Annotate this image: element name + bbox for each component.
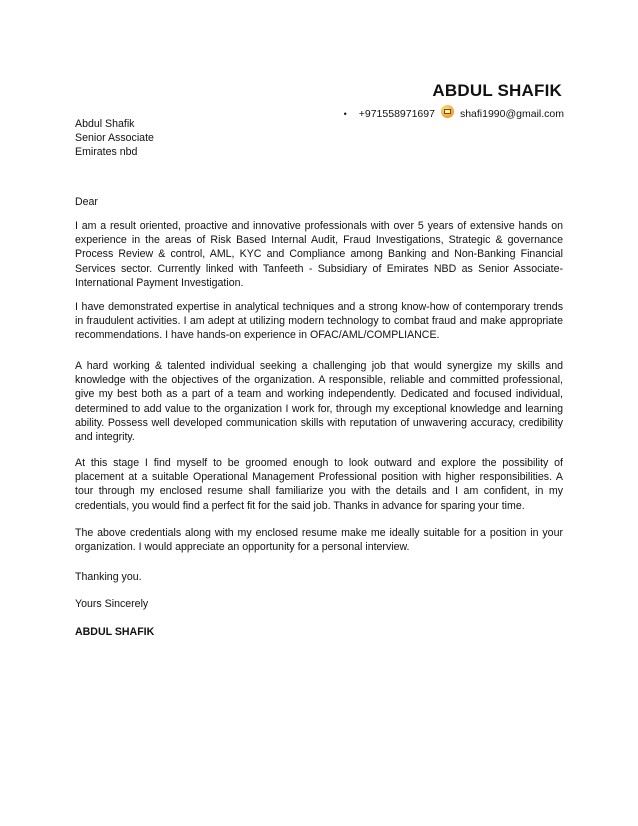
paragraph-2: I have demonstrated expertise in analytical techniques and a strong know-how of contemporary trends in fraudulent activities. I am adept at utilizing modern technology to combat fraud and make appropriate recommendations. I have hands-on experience in OFAC/AML/COMPLIANCE. (75, 301, 563, 342)
recipient-company: Emirates nbd (75, 146, 138, 159)
paragraph-3: A hard working & talented individual seeking a challenging job that would synergize my skills and knowledge with the objectives of the organization. A responsible, reliable and committed professional, give my best both as a part of a team and working independently. Dedicated and focused individual, determined to add value to the organization I work for, through my exceptional knowledge and learning ability. Possess well developed communication skills with reputation of unwavering accuracy, credibility and integrity. (75, 360, 563, 444)
recipient-block (75, 117, 563, 160)
closing-thanks: Thanking you. (75, 571, 142, 583)
applicant-name-heading: ABDUL SHAFIK (432, 81, 562, 100)
paragraph-4: At this stage I find myself to be groomed enough to look outward and explore the possibility of placement at a suitable Operational Management Professional position with higher responsibilities. A tour through my enclosed resume shall familiarize you with the details and I am confident, in my credentials, you would find a perfect fit for the said job. Thanks in advance for sparing your time. (75, 457, 563, 512)
salutation: Dear (75, 196, 98, 208)
signature-name: ABDUL SHAFIK (75, 626, 155, 638)
phone-number: +971558971697 (358, 107, 435, 120)
recipient-title: Senior Associate (75, 132, 154, 145)
email-address[interactable]: shafi1990@gmail.com (459, 107, 564, 120)
paragraph-5: The above credentials along with my enclosed resume make me ideally suitable for a position in your organization. I would appreciate an opportunity for a personal interview. (75, 527, 563, 554)
recipient-name: Abdul Shafik (75, 118, 135, 130)
bullet-point: • (343, 108, 347, 119)
paragraph-1: I am a result oriented, proactive and innovative professionals with over 5 years of extensive hands on experience in the areas of Risk Based Internal Audit, Fraud Investigations, Strategic & governance Process Review & control, AML, KYC and Compliance among Banking and Non-Banking Financial Services sector. Currently linked with Tanfeeth - Subsidiary of Emirates NBD as Senior Associate-International Payment Investigation. (75, 220, 563, 289)
closing-line: Yours Sincerely (75, 598, 149, 610)
